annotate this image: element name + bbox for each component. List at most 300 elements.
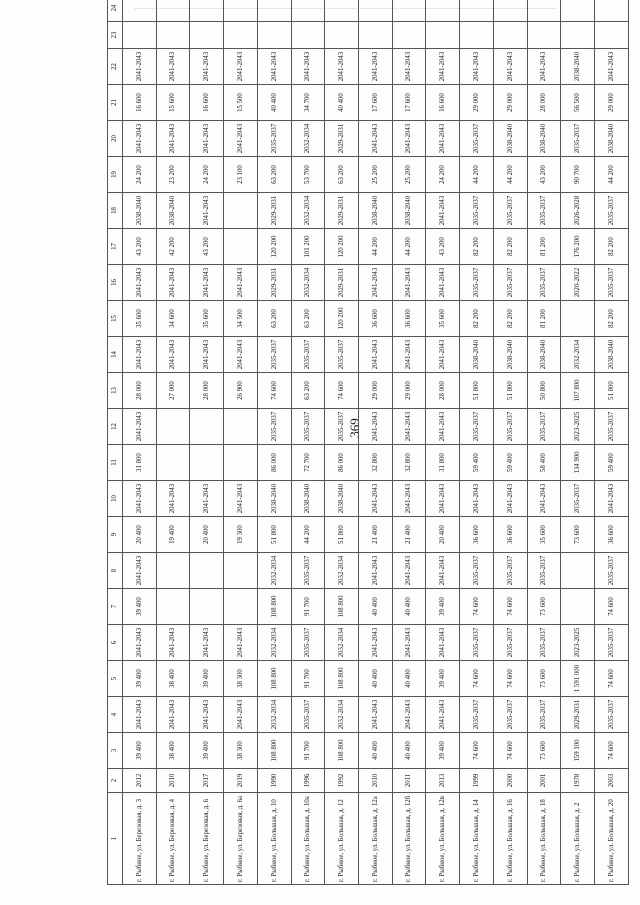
table-cell: 44 200 (359, 229, 393, 265)
table-cell: 2038-2040 (291, 481, 325, 517)
table-cell: 2038-2040 (493, 337, 527, 373)
table-row (224, 0, 258, 885)
table-cell (190, 553, 224, 589)
table-cell: 2041-2043 (156, 265, 190, 301)
table-cell: 2041-2043 (224, 697, 258, 733)
column-number: 16 (108, 265, 123, 301)
table-cell (224, 553, 258, 589)
table-cell: 91 700 (291, 733, 325, 769)
column-number: 15 (108, 301, 123, 337)
table-cell: 2041-2043 (359, 409, 393, 445)
table-cell: 58 400 (527, 445, 561, 481)
column-number: 19 (108, 157, 123, 193)
table-cell: 2038-2040 (392, 193, 426, 229)
table-cell: 2029-2031 (325, 121, 359, 157)
table-cell: 2041-2043 (359, 481, 393, 517)
table-cell: 2035-2037 (493, 193, 527, 229)
table-cell: 32 800 (359, 445, 393, 481)
table-cell: 42 200 (156, 229, 190, 265)
table-cell (123, 0, 157, 22)
table-cell: 36 600 (460, 517, 494, 553)
table-cell: 2041-2043 (392, 265, 426, 301)
table-cell: 63 200 (291, 301, 325, 337)
table-cell: 2041-2043 (392, 553, 426, 589)
table-cell: 44 200 (392, 229, 426, 265)
table-cell: 39 400 (190, 661, 224, 697)
table-cell: 36 600 (493, 517, 527, 553)
table-cell (156, 445, 190, 481)
table-cell: 2035-2037 (325, 409, 359, 445)
table-cell: 2038-2040 (156, 193, 190, 229)
table-cell: 40 400 (257, 85, 291, 121)
table-cell: 2041-2043 (123, 481, 157, 517)
table-cell: 2035-2037 (527, 697, 561, 733)
table-cell: 40 400 (325, 85, 359, 121)
column-number: 22 (108, 49, 123, 85)
table-cell: 38 400 (156, 661, 190, 697)
table-cell: 2035-2037 (561, 481, 595, 517)
table-cell: 2032-2034 (257, 553, 291, 589)
table-cell: 2035-2037 (527, 193, 561, 229)
table-cell: 2041-2043 (156, 697, 190, 733)
table-cell: 2032-2034 (257, 625, 291, 661)
column-number: 9 (108, 517, 123, 553)
table-cell: 2041-2043 (392, 49, 426, 85)
table-cell: 81 200 (527, 301, 561, 337)
table-cell: 74 600 (325, 373, 359, 409)
table-cell: 2035-2037 (595, 625, 629, 661)
table-cell: 2038-2040 (595, 337, 629, 373)
table-cell: 74 600 (595, 661, 629, 697)
table-cell: 2035-2037 (291, 409, 325, 445)
table-cell (224, 193, 258, 229)
table-cell: 82 200 (595, 301, 629, 337)
page-number: 369 (347, 418, 362, 438)
address-cell: г. Рыбное, ул. Березовая, д. 3 (123, 793, 157, 885)
table-cell: 2041-2043 (190, 481, 224, 517)
table-cell: 44 200 (291, 517, 325, 553)
table-cell: 2041-2043 (426, 121, 460, 157)
table-cell: 43 200 (527, 157, 561, 193)
table-cell: 108 800 (257, 733, 291, 769)
table-cell (359, 0, 393, 22)
table-cell: 40 400 (359, 733, 393, 769)
table-cell: 74 600 (460, 661, 494, 697)
table-cell: 2035-2037 (527, 265, 561, 301)
table-cell: 39 400 (426, 733, 460, 769)
table-cell (493, 0, 527, 22)
table-cell: 2035-2037 (257, 121, 291, 157)
table-cell: 2035-2037 (460, 625, 494, 661)
table-cell: 91 700 (291, 661, 325, 697)
address-cell: г. Рыбное, ул. Большая, д. 16 (493, 793, 527, 885)
table-cell: 101 200 (291, 229, 325, 265)
table-cell: 2041-2043 (123, 121, 157, 157)
table-cell: 31 800 (123, 445, 157, 481)
table-cell: 2029-2031 (257, 193, 291, 229)
table-cell: 23 100 (224, 157, 258, 193)
table-cell: 35 600 (123, 301, 157, 337)
table-cell: 2041-2043 (224, 121, 258, 157)
column-number: 13 (108, 373, 123, 409)
table-cell: 2010 (359, 769, 393, 793)
table-cell: 86 000 (325, 445, 359, 481)
table-cell: 63 200 (291, 373, 325, 409)
table-cell (190, 445, 224, 481)
table-row (123, 0, 157, 885)
table-cell: 108 800 (325, 589, 359, 625)
table-cell: 2041-2043 (291, 49, 325, 85)
table-cell: 2041-2043 (426, 409, 460, 445)
table-cell: 44 200 (493, 157, 527, 193)
table-cell (359, 22, 393, 49)
table-cell: 2035-2037 (291, 553, 325, 589)
table-cell: 74 600 (595, 589, 629, 625)
table-cell: 2032-2034 (291, 193, 325, 229)
table-cell: 50 800 (527, 373, 561, 409)
table-cell: 108 800 (257, 661, 291, 697)
table-cell: 120 200 (257, 229, 291, 265)
table-cell: 74 600 (460, 589, 494, 625)
table-cell: 2038-2040 (257, 481, 291, 517)
table-cell: 2041-2043 (123, 49, 157, 85)
table-cell: 51 800 (460, 373, 494, 409)
table-row (527, 0, 561, 885)
table-cell (392, 0, 426, 22)
table-cell: 43 200 (426, 229, 460, 265)
table-cell: 2041-2043 (224, 49, 258, 85)
table-cell: 2038-2040 (493, 121, 527, 157)
table-cell: 2038-2040 (561, 49, 595, 85)
table-body (123, 0, 629, 885)
table-row (561, 0, 595, 885)
table-cell (291, 22, 325, 49)
table-cell: 72 700 (291, 445, 325, 481)
table-cell: 176 200 (561, 229, 595, 265)
table-cell: 2012 (123, 769, 157, 793)
table-cell: 2041-2043 (325, 49, 359, 85)
table-cell: 2041-2043 (156, 337, 190, 373)
table-cell: 82 200 (460, 229, 494, 265)
table-cell: 2041-2043 (123, 337, 157, 373)
column-number: 3 (108, 733, 123, 769)
table-cell: 2041-2043 (595, 481, 629, 517)
table-cell: 2010 (156, 769, 190, 793)
table-cell: 159 100 (561, 733, 595, 769)
table-cell: 43 200 (123, 229, 157, 265)
table-cell: 2041-2043 (460, 49, 494, 85)
table-cell: 2041-2043 (190, 121, 224, 157)
table-cell: 34 500 (224, 301, 258, 337)
table-cell (156, 0, 190, 22)
table-cell: 82 200 (493, 301, 527, 337)
column-number: 2 (108, 769, 123, 793)
table-cell: 51 800 (493, 373, 527, 409)
table-cell: 2041-2043 (426, 337, 460, 373)
table-cell (561, 0, 595, 22)
table-cell: 2041-2043 (190, 49, 224, 85)
table-cell: 73 600 (561, 517, 595, 553)
table-cell: 2041-2043 (426, 553, 460, 589)
table-cell: 2041-2043 (156, 49, 190, 85)
table-cell: 25 200 (392, 157, 426, 193)
table-cell: 35 600 (527, 517, 561, 553)
table-cell: 2041-2043 (426, 265, 460, 301)
column-number: 24 (108, 0, 123, 22)
table-cell: 38 300 (224, 661, 258, 697)
table-cell (224, 0, 258, 22)
table-cell: 17 600 (359, 85, 393, 121)
table-cell: 56 500 (561, 85, 595, 121)
address-cell: г. Рыбное, ул. Большая, д. 20 (595, 793, 629, 885)
table-cell: 2035-2037 (527, 625, 561, 661)
table-cell: 2041-2043 (392, 337, 426, 373)
table-cell: 21 400 (392, 517, 426, 553)
table-cell: 29 000 (460, 85, 494, 121)
table-cell: 29 000 (595, 85, 629, 121)
table-cell: 2011 (392, 769, 426, 793)
table-cell: 81 200 (527, 229, 561, 265)
table-cell (325, 0, 359, 22)
table-cell: 24 200 (190, 157, 224, 193)
table-cell: 2041-2043 (123, 553, 157, 589)
table-cell: 2032-2034 (325, 553, 359, 589)
table-cell: 2035-2037 (325, 337, 359, 373)
table-cell: 108 800 (325, 661, 359, 697)
address-cell: г. Рыбное, ул. Березовая, д. 6а (224, 793, 258, 885)
table-cell: 74 600 (257, 373, 291, 409)
table-cell: 2041-2043 (493, 49, 527, 85)
table-cell: 2023-2025 (561, 625, 595, 661)
table-cell: 2041-2043 (426, 49, 460, 85)
table-cell: 2035-2037 (595, 265, 629, 301)
table-cell: 24 200 (426, 157, 460, 193)
table-cell: 2035-2037 (493, 265, 527, 301)
table-cell: 28 000 (527, 85, 561, 121)
table-cell: 15 500 (224, 85, 258, 121)
table-cell (561, 301, 595, 337)
table-cell: 2041-2043 (123, 697, 157, 733)
table-cell: 63 200 (257, 157, 291, 193)
table-cell: 27 000 (156, 373, 190, 409)
table-cell: 2035-2037 (527, 553, 561, 589)
table-cell: 2041-2043 (426, 697, 460, 733)
table-cell: 2041-2043 (156, 481, 190, 517)
table-cell: 32 800 (392, 445, 426, 481)
table-cell (257, 0, 291, 22)
table-cell: 2041-2043 (595, 49, 629, 85)
table-cell (224, 589, 258, 625)
table-cell: 108 800 (325, 733, 359, 769)
table-cell: 15 600 (156, 85, 190, 121)
table-cell: 2035-2037 (493, 697, 527, 733)
table-cell: 73 600 (527, 661, 561, 697)
table-cell: 2041-2043 (527, 481, 561, 517)
table-cell: 2035-2037 (291, 625, 325, 661)
table-cell: 2041-2043 (359, 553, 393, 589)
table-cell: 2035-2037 (460, 553, 494, 589)
table-cell: 2029-2031 (257, 265, 291, 301)
table-cell: 28 000 (190, 373, 224, 409)
table-cell: 2038-2040 (527, 121, 561, 157)
table-cell: 2035-2037 (460, 409, 494, 445)
table-cell: 19 300 (224, 517, 258, 553)
table-cell: 51 800 (325, 517, 359, 553)
table-cell: 2035-2037 (460, 193, 494, 229)
table-cell: 2035-2037 (257, 409, 291, 445)
table-cell (190, 589, 224, 625)
table-cell: 40 400 (392, 733, 426, 769)
table-row (392, 0, 426, 885)
table-cell: 29 000 (493, 85, 527, 121)
table-cell: 20 400 (190, 517, 224, 553)
table-cell (224, 229, 258, 265)
table-cell: 2019 (224, 769, 258, 793)
table-cell: 2041-2043 (190, 193, 224, 229)
address-cell: г. Рыбное, ул. Березовая, д. 4 (156, 793, 190, 885)
table-cell: 1990 (257, 769, 291, 793)
address-cell: г. Рыбное, ул. Березовая, д. 6 (190, 793, 224, 885)
table-cell: 51 800 (257, 517, 291, 553)
table-cell: 2032-2034 (291, 265, 325, 301)
table-cell: 16 600 (426, 85, 460, 121)
table-cell (460, 22, 494, 49)
table-cell: 1978 (561, 769, 595, 793)
table-cell: 2041-2043 (392, 409, 426, 445)
table-cell: 82 200 (460, 301, 494, 337)
column-number-row (108, 0, 123, 885)
table-cell: 2041-2043 (392, 121, 426, 157)
column-number: 6 (108, 625, 123, 661)
table-cell: 2041-2043 (123, 265, 157, 301)
table-row (325, 0, 359, 885)
table-cell (493, 22, 527, 49)
table-cell (291, 0, 325, 22)
table-cell: 82 200 (595, 229, 629, 265)
table-cell: 35 600 (426, 301, 460, 337)
table-cell: 2041-2043 (224, 337, 258, 373)
table-cell: 2041-2043 (190, 337, 224, 373)
table-cell: 2017 (190, 769, 224, 793)
table-cell: 120 200 (325, 301, 359, 337)
table-cell: 2041-2043 (190, 265, 224, 301)
table-cell: 2032-2034 (561, 337, 595, 373)
table-cell: 39 400 (190, 733, 224, 769)
table-cell: 2041-2043 (426, 193, 460, 229)
table-cell: 63 200 (325, 157, 359, 193)
table-row (460, 0, 494, 885)
table-cell (224, 445, 258, 481)
address-cell: г. Рыбное, ул. Большая, д. 12а (359, 793, 393, 885)
table-cell: 86 000 (257, 445, 291, 481)
table-cell: 2041-2043 (460, 481, 494, 517)
table-cell: 2035-2037 (527, 409, 561, 445)
table-cell: 107 800 (561, 373, 595, 409)
table-cell: 1992 (325, 769, 359, 793)
table-cell: 36 600 (595, 517, 629, 553)
table-cell: 90 700 (561, 157, 595, 193)
table-cell: 25 200 (359, 157, 393, 193)
table-cell: 19 400 (156, 517, 190, 553)
table-cell: 2038-2040 (123, 193, 157, 229)
table-cell: 40 400 (392, 589, 426, 625)
table-cell: 28 000 (123, 373, 157, 409)
table-row (359, 0, 393, 885)
table-cell (426, 22, 460, 49)
table-row (493, 0, 527, 885)
table-cell (224, 22, 258, 49)
table-cell: 24 200 (123, 157, 157, 193)
table-cell: 36 600 (392, 301, 426, 337)
table-cell: 2038-2040 (359, 193, 393, 229)
table-cell: 2035-2037 (460, 121, 494, 157)
table-cell: 2001 (527, 769, 561, 793)
table-cell: 40 400 (359, 589, 393, 625)
column-number: 4 (108, 697, 123, 733)
table-cell: 74 600 (460, 733, 494, 769)
table-cell: 2038-2040 (595, 121, 629, 157)
table-cell: 23 200 (156, 157, 190, 193)
table-cell: 31 800 (426, 445, 460, 481)
table-cell: 2003 (595, 769, 629, 793)
table-cell: 2023-2025 (561, 409, 595, 445)
table-cell (224, 409, 258, 445)
table-cell: 17 600 (392, 85, 426, 121)
table-cell: 2038-2040 (460, 337, 494, 373)
table-cell (561, 22, 595, 49)
table-cell: 74 600 (493, 733, 527, 769)
table-cell: 34 700 (291, 85, 325, 121)
table-cell: 2035-2037 (595, 697, 629, 733)
column-number: 17 (108, 229, 123, 265)
address-cell: г. Рыбное, ул. Большая, д. 12в (426, 793, 460, 885)
table-cell: 39 400 (123, 589, 157, 625)
table-cell: 2032-2034 (325, 697, 359, 733)
column-number: 5 (108, 661, 123, 697)
table-cell: 39 400 (426, 589, 460, 625)
table-cell: 2035-2037 (493, 553, 527, 589)
table-cell: 59 400 (460, 445, 494, 481)
table-cell (561, 553, 595, 589)
table-cell: 59 400 (595, 445, 629, 481)
address-cell: г. Рыбное, ул. Большая, д. 2 (561, 793, 595, 885)
table-cell: 2035-2037 (291, 697, 325, 733)
column-number: 11 (108, 445, 123, 481)
column-number: 12 (108, 409, 123, 445)
table-cell: 53 700 (291, 157, 325, 193)
address-cell: г. Рыбное, ул. Большая, д. 14 (460, 793, 494, 885)
table-cell: 2035-2037 (291, 337, 325, 373)
column-number: 23 (108, 22, 123, 49)
table-cell: 40 400 (392, 661, 426, 697)
table-cell (527, 0, 561, 22)
table-cell (123, 22, 157, 49)
column-number: 10 (108, 481, 123, 517)
table-cell: 73 600 (527, 733, 561, 769)
table-cell (527, 22, 561, 49)
table-row (156, 0, 190, 885)
address-cell: г. Рыбное, ул. Большая, д. 10а (291, 793, 325, 885)
column-number: 1 (108, 793, 123, 885)
data-table-rotated (107, 4, 629, 885)
table-cell: 2041-2043 (426, 625, 460, 661)
table-cell: 16 600 (190, 85, 224, 121)
table-cell: 2041-2043 (156, 121, 190, 157)
table-cell: 82 200 (493, 229, 527, 265)
table-cell: 44 200 (460, 157, 494, 193)
table-cell: 2032-2034 (257, 697, 291, 733)
table-cell: 2041-2043 (426, 481, 460, 517)
